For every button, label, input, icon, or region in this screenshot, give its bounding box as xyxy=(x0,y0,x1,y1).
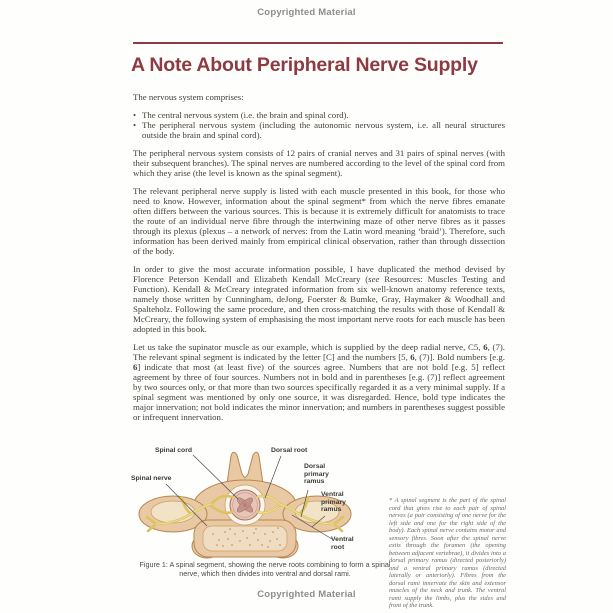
spinal-segment-footnote: * A spinal segment is the part of the spinal cord that gives rise to each pair of spinal nerves (a pair consisting of one nerve for the left side and one for the right side of the body). Each spinal nerve contains motor and sensory fibres. Soon after the spinal nerve exits through the foramen (the opening between adjacent vertebrae), it divides into a dorsal primary ramus (directed posteriorly) and a ventral primary ramus (directed laterally or anteriorly). Fibres from the dorsal rami innervate the skin and extensor muscles of the neck and trunk. The ventral rami supply the limbs, plus the sides and front of the trunk. xyxy=(389,497,506,609)
paragraph-kendall-method: In order to give the most accurate information possible, I have duplicated the method devised by Florence Peterson Kendall and Elizabeth Kendall McCreary (see Resources: Muscles Testing and Function). Kendall & McCreary integrated information from six well-known anatomy reference texts, namely those written by Cunningham, deJong, Foerster & Bumke, Gray, Haymaker & Woodhall and Spalteholz. Following the same procedure, and then cross-matching the results with those of Kendall & McCreary, the following system of emphasising the most important nerve roots for each muscle has been adopted in this book. xyxy=(133,264,506,334)
list-item xyxy=(133,110,505,120)
intro-paragraph: The nervous system comprises: xyxy=(133,92,244,102)
bullet-icon: • xyxy=(133,110,137,120)
spinal-segment-figure xyxy=(131,446,393,560)
label-ventral-root: Ventral root xyxy=(331,536,354,551)
paragraph-supinator-example: Let us take the supinator muscle as our example, which is supplied by the deep radial nerve, C5, 6, (7). The relevant spinal segment is indicated by the letter [C] and the numbers [5, 6, (7)]. Bold numbers [e.g. 6] indicate that most (at least five) of the sources agree. Numbers that are not bold [e.g. 5] reflect agreement by three of four sources. Numbers not in bold and in parentheses [e.g. (7)] reflect agreement by two sources only, or that more than two sources specifically regarded it as a very minimal supply. If a spinal segment was mentioned by only one source, it was disregarded. Hence, bold type indicates the major innervation; not bold indicates the minor innervation; and numbers in parentheses suggest possible or infrequent innervation. xyxy=(133,342,506,422)
label-spinal-cord: Spinal cord xyxy=(155,447,193,454)
paragraph-nerve-supply-sources: The relevant peripheral nerve supply is listed with each muscle presented in this book, for those who need to know. However, information about the spinal segment* from which the nerve fibres emanate often differs between the various sources. This is because it is extremely difficult for anatomists to trace the route of an individual nerve fibre through the intertwining maze of other nerve fibres as it passes through its plexus (plexus – a network of nerves: from the Latin word meaning ‘braid’). Therefore, such information has been derived mainly from empirical clinical observation, rather than through dissection of the body. xyxy=(133,186,505,256)
label-spinal-nerve: Spinal nerve xyxy=(131,475,172,482)
label-ventral-primary-ramus: Ventral primary ramus xyxy=(321,491,346,514)
list-item-text: The central nervous system (i.e. the brain and spinal cord). xyxy=(142,110,349,120)
page-title: A Note About Peripheral Nerve Supply xyxy=(131,54,478,76)
copyright-notice-top: Copyrighted Material xyxy=(257,7,356,18)
spinal-cord-cross-section xyxy=(225,485,265,525)
label-dorsal-root: Dorsal root xyxy=(271,447,308,454)
list-item-text: The peripheral nervous system (including the autonomic nervous system, i.e. all neural structures outside the brain and spinal cord). xyxy=(142,120,505,140)
label-dorsal-primary-ramus: Dorsal primary ramus xyxy=(304,463,329,486)
list-item xyxy=(133,120,505,140)
bullet-icon: • xyxy=(133,120,137,130)
copyright-notice-bottom: Copyrighted Material xyxy=(257,589,356,600)
title-divider-rule xyxy=(133,42,503,44)
paragraph-spinal-nerve-numbering: The peripheral nervous system consists of 12 pairs of cranial nerves and 31 pairs of spinal nerves (with their subsequent branches). The spinal nerves are numbered according to the level of the spinal cord from which they arise (the level is known as the spinal segment). xyxy=(133,148,505,178)
figure-caption: Figure 1: A spinal segment, showing the nerve roots combining to form a spinal nerve, which then divides into ventral and dorsal rami. xyxy=(139,560,391,578)
body-text-column xyxy=(133,92,505,430)
nervous-system-bullet-list xyxy=(133,110,505,140)
